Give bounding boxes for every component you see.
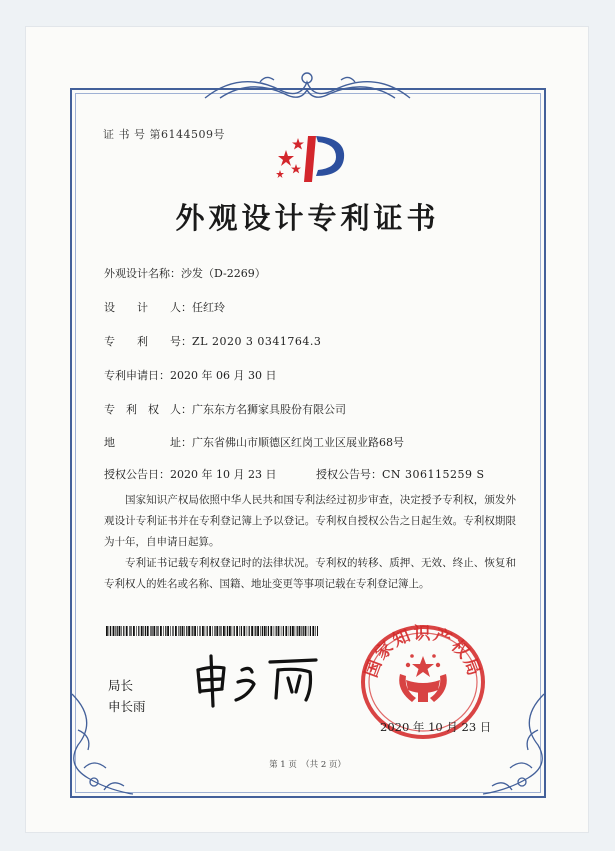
- seal-date: 2020 年 10 月 23 日: [380, 720, 492, 734]
- address-row: [104, 434, 404, 450]
- director-name: 申长雨: [108, 699, 146, 714]
- grant-number-label: 授权公告号：: [316, 468, 382, 481]
- design-name-label: 外观设计名称：: [104, 267, 181, 280]
- patent-number-row: [104, 333, 321, 349]
- seal-text: 国家知识产权局: [361, 624, 485, 681]
- patent-office-logo: [272, 130, 352, 192]
- patent-number-value: ZL 2020 3 0341764.3: [192, 335, 322, 348]
- designer-row: [104, 299, 225, 315]
- filing-date-row: [104, 367, 276, 383]
- patentee-row: [104, 401, 346, 417]
- address-value: 广东省佛山市顺德区红岗工业区展业路68号: [192, 436, 404, 449]
- designer-label: 设 计 人：: [104, 301, 192, 314]
- patentee-label: 专 利 权 人：: [104, 403, 192, 416]
- address-label: 地 址：: [104, 436, 192, 449]
- grant-date-value: 2020 年 10 月 23 日: [170, 468, 277, 481]
- grant-date-label: 授权公告日：: [104, 468, 170, 481]
- filing-date-label: 专利申请日：: [104, 369, 170, 382]
- barcode: [106, 626, 318, 636]
- grant-number-row: [316, 466, 485, 482]
- patent-number-label: 专 利 号：: [104, 335, 192, 348]
- top-ornament: [200, 68, 415, 108]
- certificate-number: 证 书 号 第6144509号: [103, 128, 225, 141]
- legal-paragraph-1: 国家知识产权局依照中华人民共和国专利法经过初步审查，决定授予专利权，颁发外观设计专利证书并在专利登记簿上予以登记。专利权自授权公告之日起生效。专利权期限为十年，自申请日起算。: [104, 494, 516, 548]
- director-signature: [192, 648, 322, 710]
- page-footer: 第 1 页 （共 2 页）: [269, 760, 346, 770]
- patentee-value: 广东东方名狮家具股份有限公司: [192, 403, 346, 416]
- director-title: 局长: [108, 678, 134, 693]
- certificate-title: 外观设计专利证书: [175, 201, 440, 235]
- grant-date-row: [104, 466, 276, 482]
- design-name-row: [104, 265, 266, 281]
- legal-paragraph-2: 专利证书记载专利权登记时的法律状况。专利权的转移、质押、无效、终止、恢复和专利权人的姓名或名称、国籍、地址变更等事项记载在专利登记簿上。: [104, 557, 516, 590]
- filing-date-value: 2020 年 06 月 30 日: [170, 369, 277, 382]
- design-name-value: 沙发（D-2269）: [181, 267, 266, 280]
- grant-number-value: CN 306115259 S: [382, 468, 485, 481]
- designer-value: 任红玲: [192, 301, 225, 314]
